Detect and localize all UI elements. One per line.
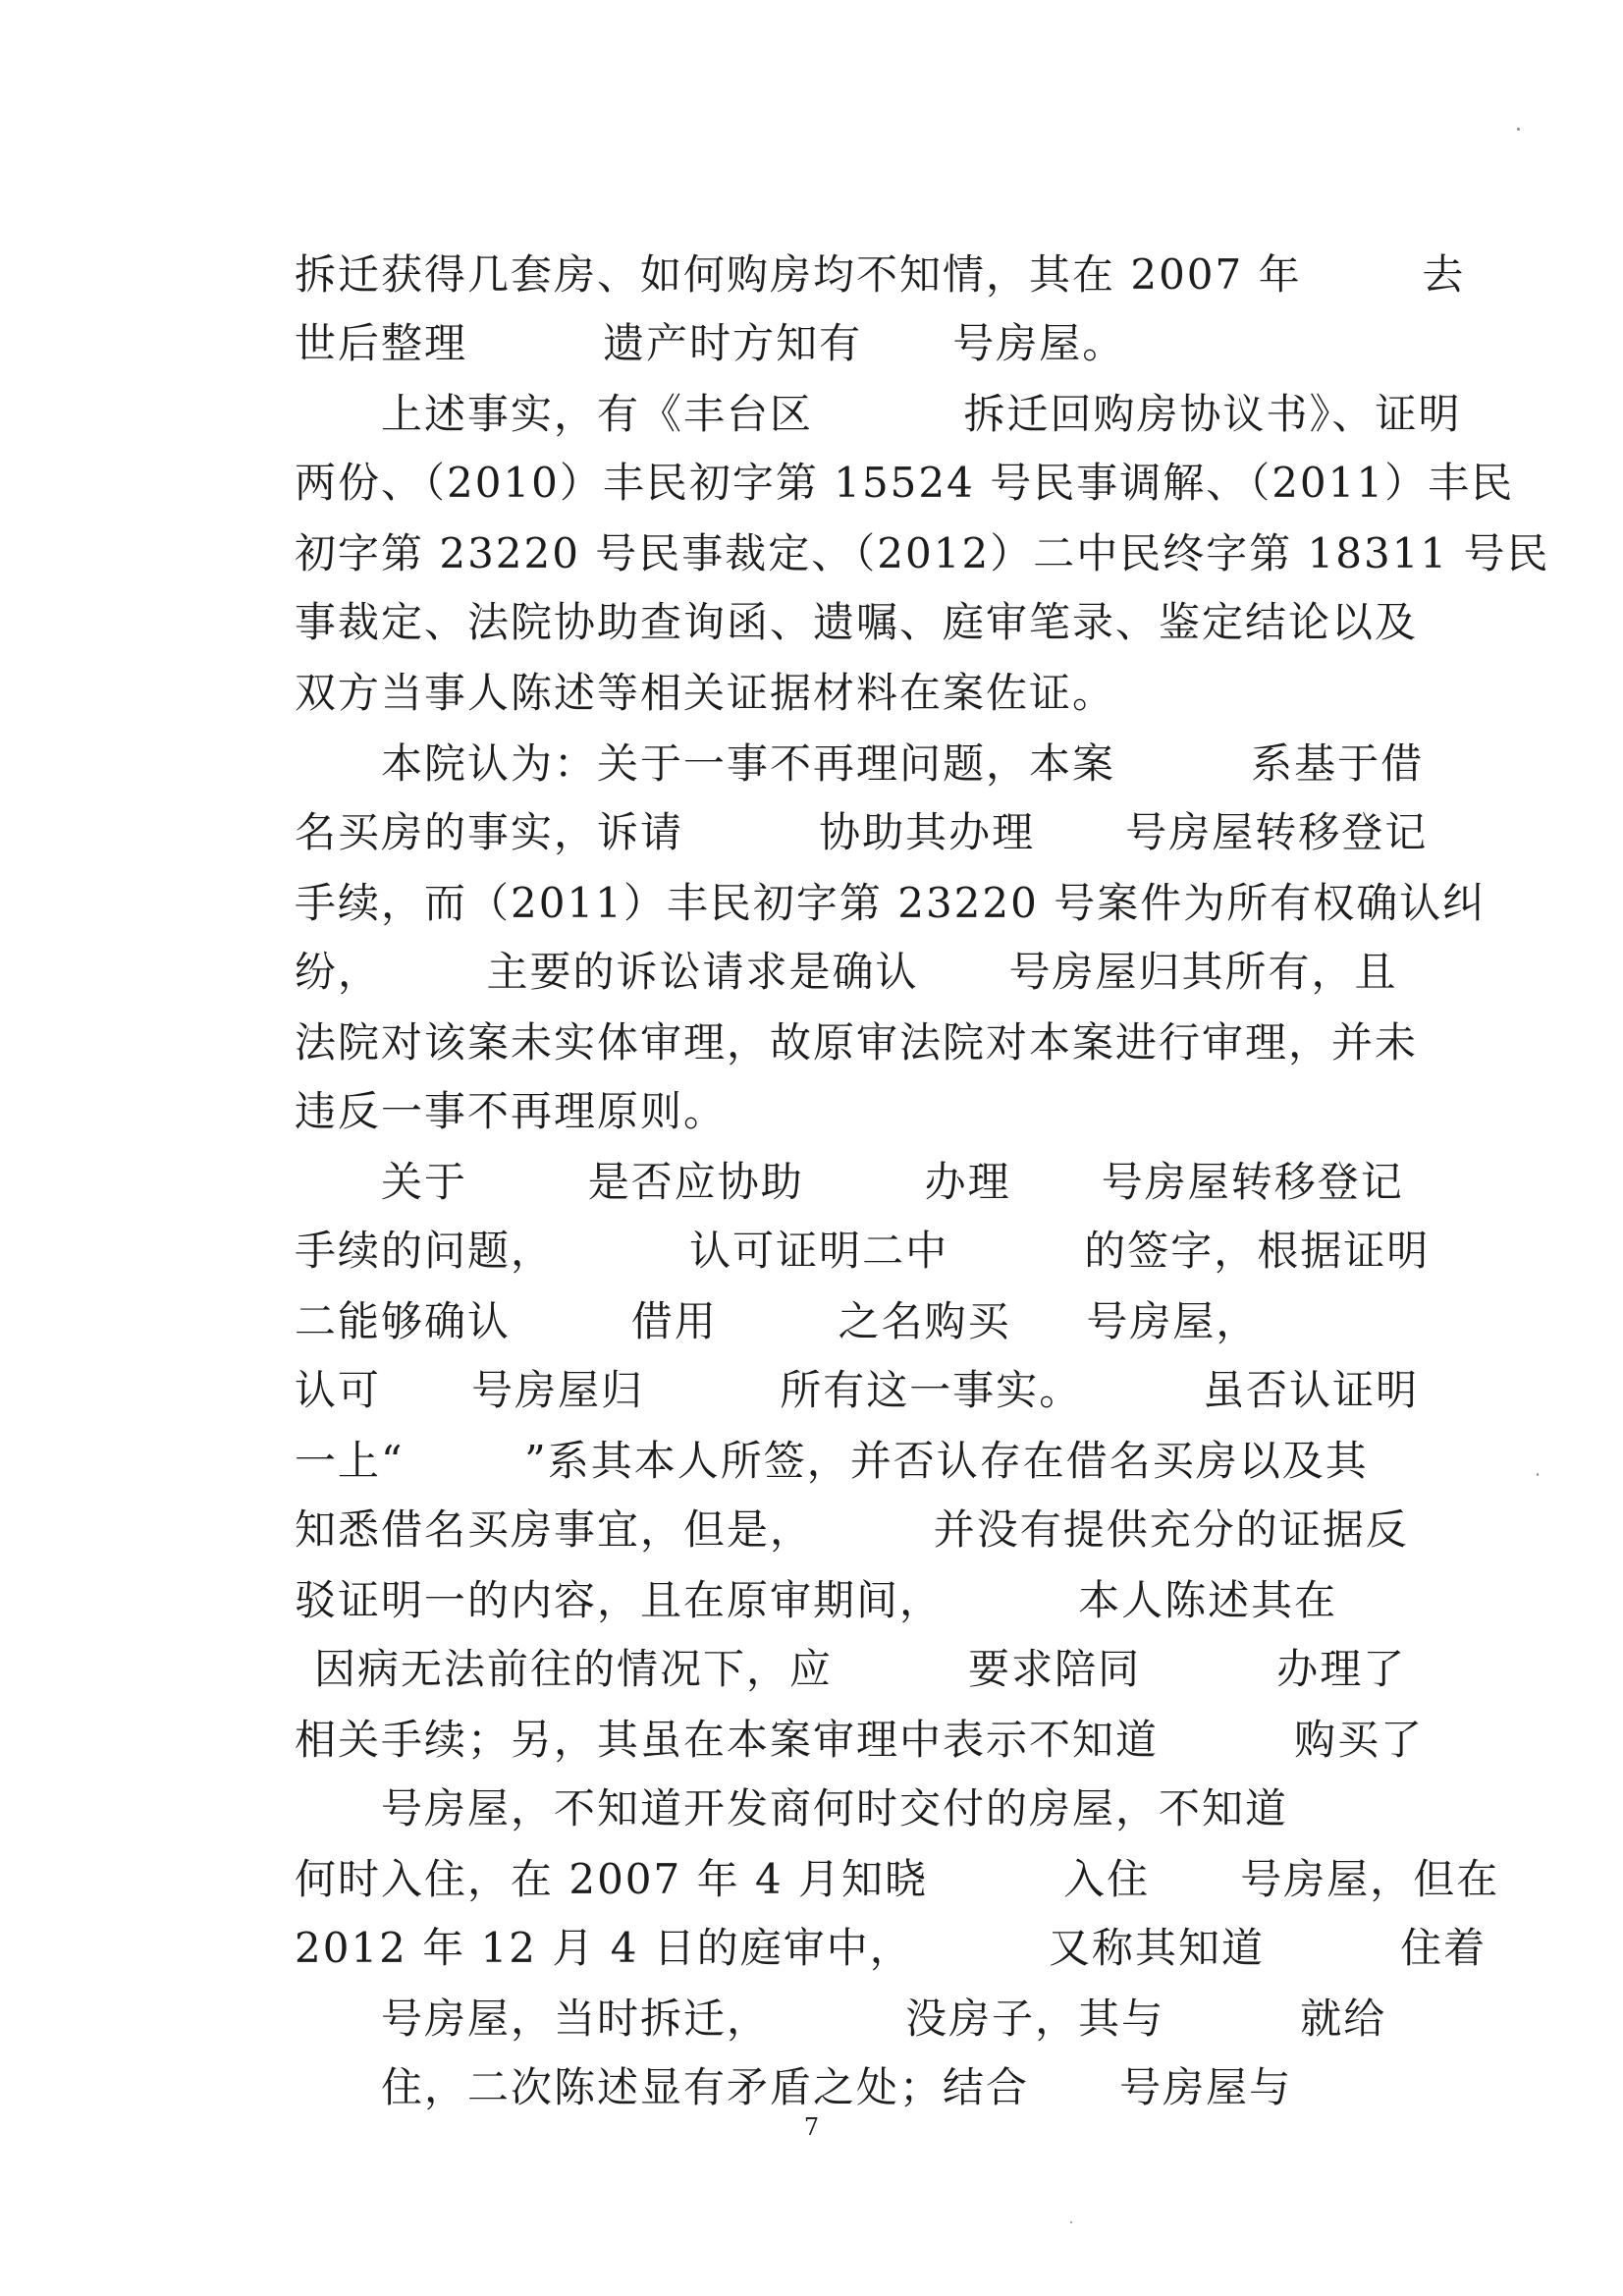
text-line-7: 双方当事人陈述等相关证据材料在案佐证。 — [295, 669, 1116, 717]
text-line-22: 相关手续；另，其虽在本案审理中表示不知道 购买了 — [295, 1716, 1425, 1764]
text-line-14: 关于 是否应协助 办理 号房屋转移登记 — [381, 1158, 1404, 1206]
text-line-20: 驳证明一的内容，且在原审期间， 本人陈述其在 — [295, 1576, 1338, 1624]
text-line-19: 知悉借名买房事宜，但是， 并没有提供充分的证据反 — [295, 1505, 1409, 1554]
text-line-6: 事裁定、法院协助查询函、遗嘱、庭审笔录、鉴定结论以及 — [295, 598, 1419, 646]
text-line-11: 纷， 主要的诉讼请求是确认 号房屋归其所有，且 — [295, 948, 1398, 996]
text-line-21: 因病无法前往的情况下，应 要求陪同 办理了 — [314, 1645, 1407, 1693]
text-line-2: 世后整理 遗产时方知有 号房屋。 — [295, 319, 1126, 367]
scan-speck — [1517, 128, 1520, 131]
text-line-25: 2012 年 12 月 4 日的庭审中， 又称其知道 住着 — [295, 1924, 1488, 1972]
text-line-16: 二能够确认 借用 之名购买 号房屋， — [295, 1297, 1260, 1345]
text-line-3: 上述事实，有《丰台区 拆迁回购房协议书》、证明 — [381, 390, 1462, 438]
text-line-10: 手续，而（2011）丰民初字第 23220 号案件为所有权确认纠 — [295, 879, 1487, 927]
text-line-24: 何时入住，在 2007 年 4 月知晓 入住 号房屋，但在 — [295, 1855, 1500, 1903]
scan-speck — [1070, 2221, 1072, 2223]
text-line-12: 法院对该案未实体审理，故原审法院对本案进行审理，并未 — [295, 1018, 1419, 1066]
scan-speck — [1537, 1473, 1539, 1476]
text-line-9: 名买房的事实，诉请 协助其办理 号房屋转移登记 — [295, 808, 1429, 856]
text-line-27: 住，二次陈述显有矛盾之处；结合 号房屋与 — [381, 2063, 1293, 2111]
text-line-18: 一上“ ”系其本人所签，并否认存在借名买房以及其 — [295, 1437, 1369, 1485]
text-line-1: 拆迁获得几套房、如何购房均不知情，其在 2007 年 去 — [295, 250, 1466, 299]
text-line-26: 号房屋，当时拆迁， 没房子，其与 就给 — [381, 1995, 1387, 2043]
text-line-17: 认可 号房屋归 所有这一事实。 虽否认证明 — [295, 1366, 1420, 1414]
page-number: 7 — [803, 2113, 820, 2141]
text-line-13: 违反一事不再理原则。 — [295, 1087, 728, 1135]
text-line-23: 号房屋，不知道开发商何时交付的房屋，不知道 — [381, 1784, 1289, 1832]
text-line-4: 两份、（2010）丰民初字第 15524 号民事调解、（2011）丰民 — [295, 459, 1515, 507]
text-line-15: 手续的问题， 认可证明二中 的签字，根据证明 — [295, 1227, 1431, 1275]
text-line-8: 本院认为：关于一事不再理问题，本案 系基于借 — [381, 739, 1425, 788]
text-line-5: 初字第 23220 号民事裁定、（2012）二中民终字第 18311 号民 — [295, 529, 1550, 577]
